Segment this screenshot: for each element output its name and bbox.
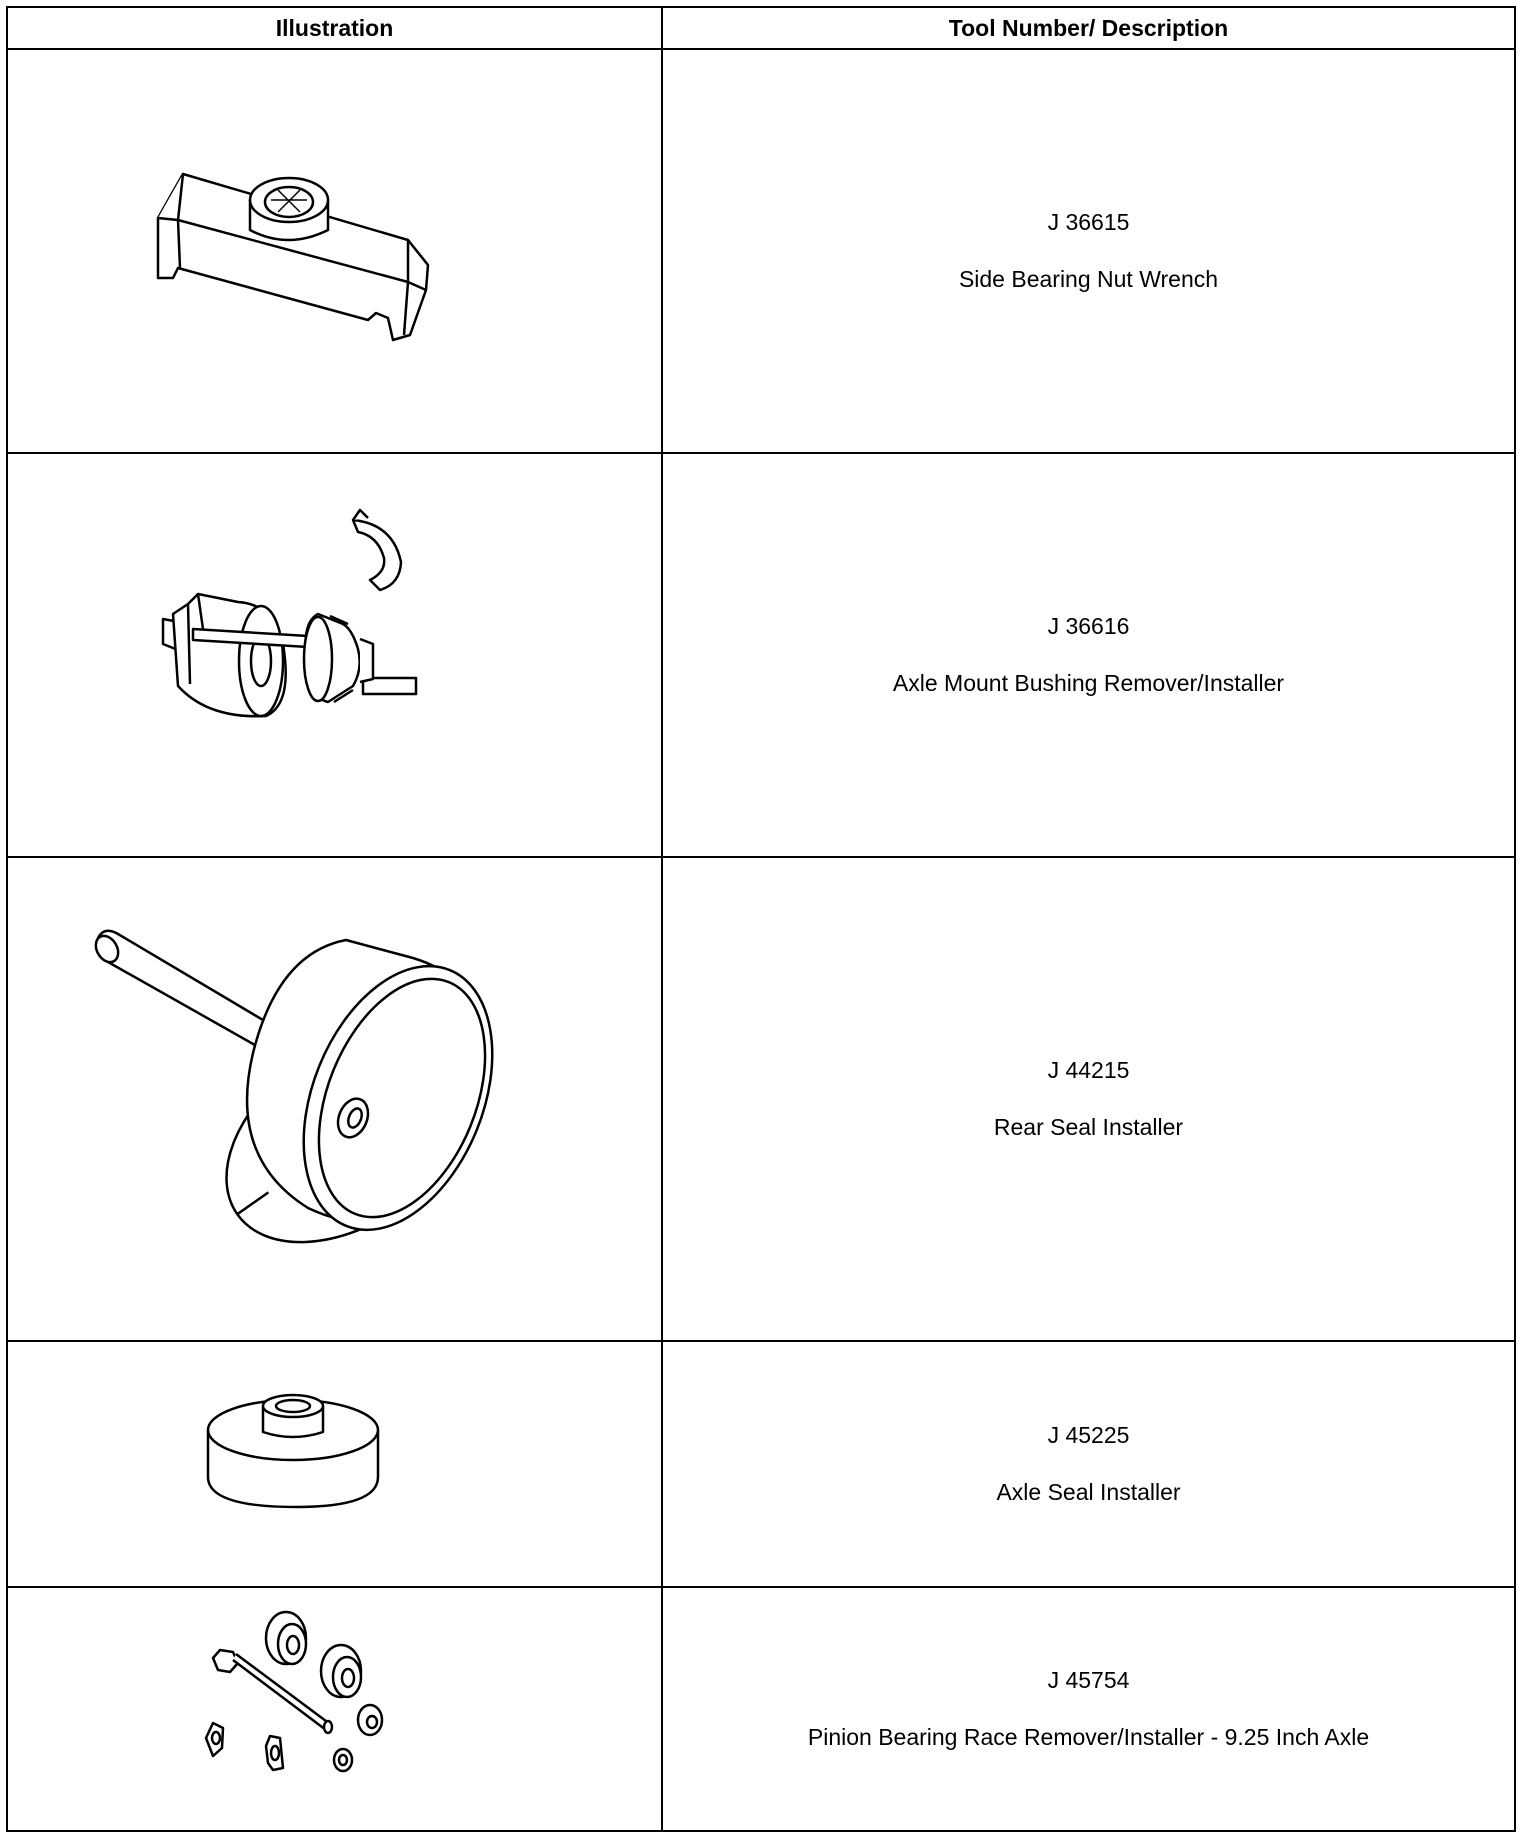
tool-description: Rear Seal Installer [993,1114,1184,1140]
table-row [7,49,1515,453]
illustration-cell [7,453,662,857]
tool-cell [662,1341,1515,1587]
tool-number: J 44215 [1047,1057,1130,1083]
tool-cell [662,453,1515,857]
header-illustration: Illustration [7,7,662,49]
tool-description: Axle Seal Installer [996,1479,1181,1505]
tool-cell [662,1587,1515,1831]
illustration-cell [7,49,662,453]
header-row [7,7,1515,49]
tool-cell [662,49,1515,453]
tool-table [6,6,1516,1832]
axle-mount-bushing-tool-icon [8,454,663,856]
tool-number: J 36615 [1047,209,1130,235]
tool-number: J 45225 [1047,1422,1130,1448]
rear-seal-installer-icon [8,858,663,1340]
tool-description: Axle Mount Bushing Remover/Installer [892,670,1285,696]
tool-number: J 45754 [1047,1667,1130,1693]
tool-description: Side Bearing Nut Wrench [958,266,1219,292]
tool-cell [662,857,1515,1341]
header-tool-description: Tool Number/ Description [662,7,1515,49]
table-row [7,1587,1515,1831]
pinion-bearing-race-tool-icon [8,1588,663,1830]
table-row [7,857,1515,1341]
table-row [7,453,1515,857]
illustration-cell [7,1341,662,1587]
axle-seal-installer-icon [8,1342,663,1586]
tool-number: J 36616 [1047,613,1130,639]
side-bearing-nut-wrench-icon [8,50,663,452]
illustration-cell [7,857,662,1341]
tool-description: Pinion Bearing Race Remover/Installer - 9.25 Inch Axle [807,1724,1370,1750]
table-row [7,1341,1515,1587]
illustration-cell [7,1587,662,1831]
